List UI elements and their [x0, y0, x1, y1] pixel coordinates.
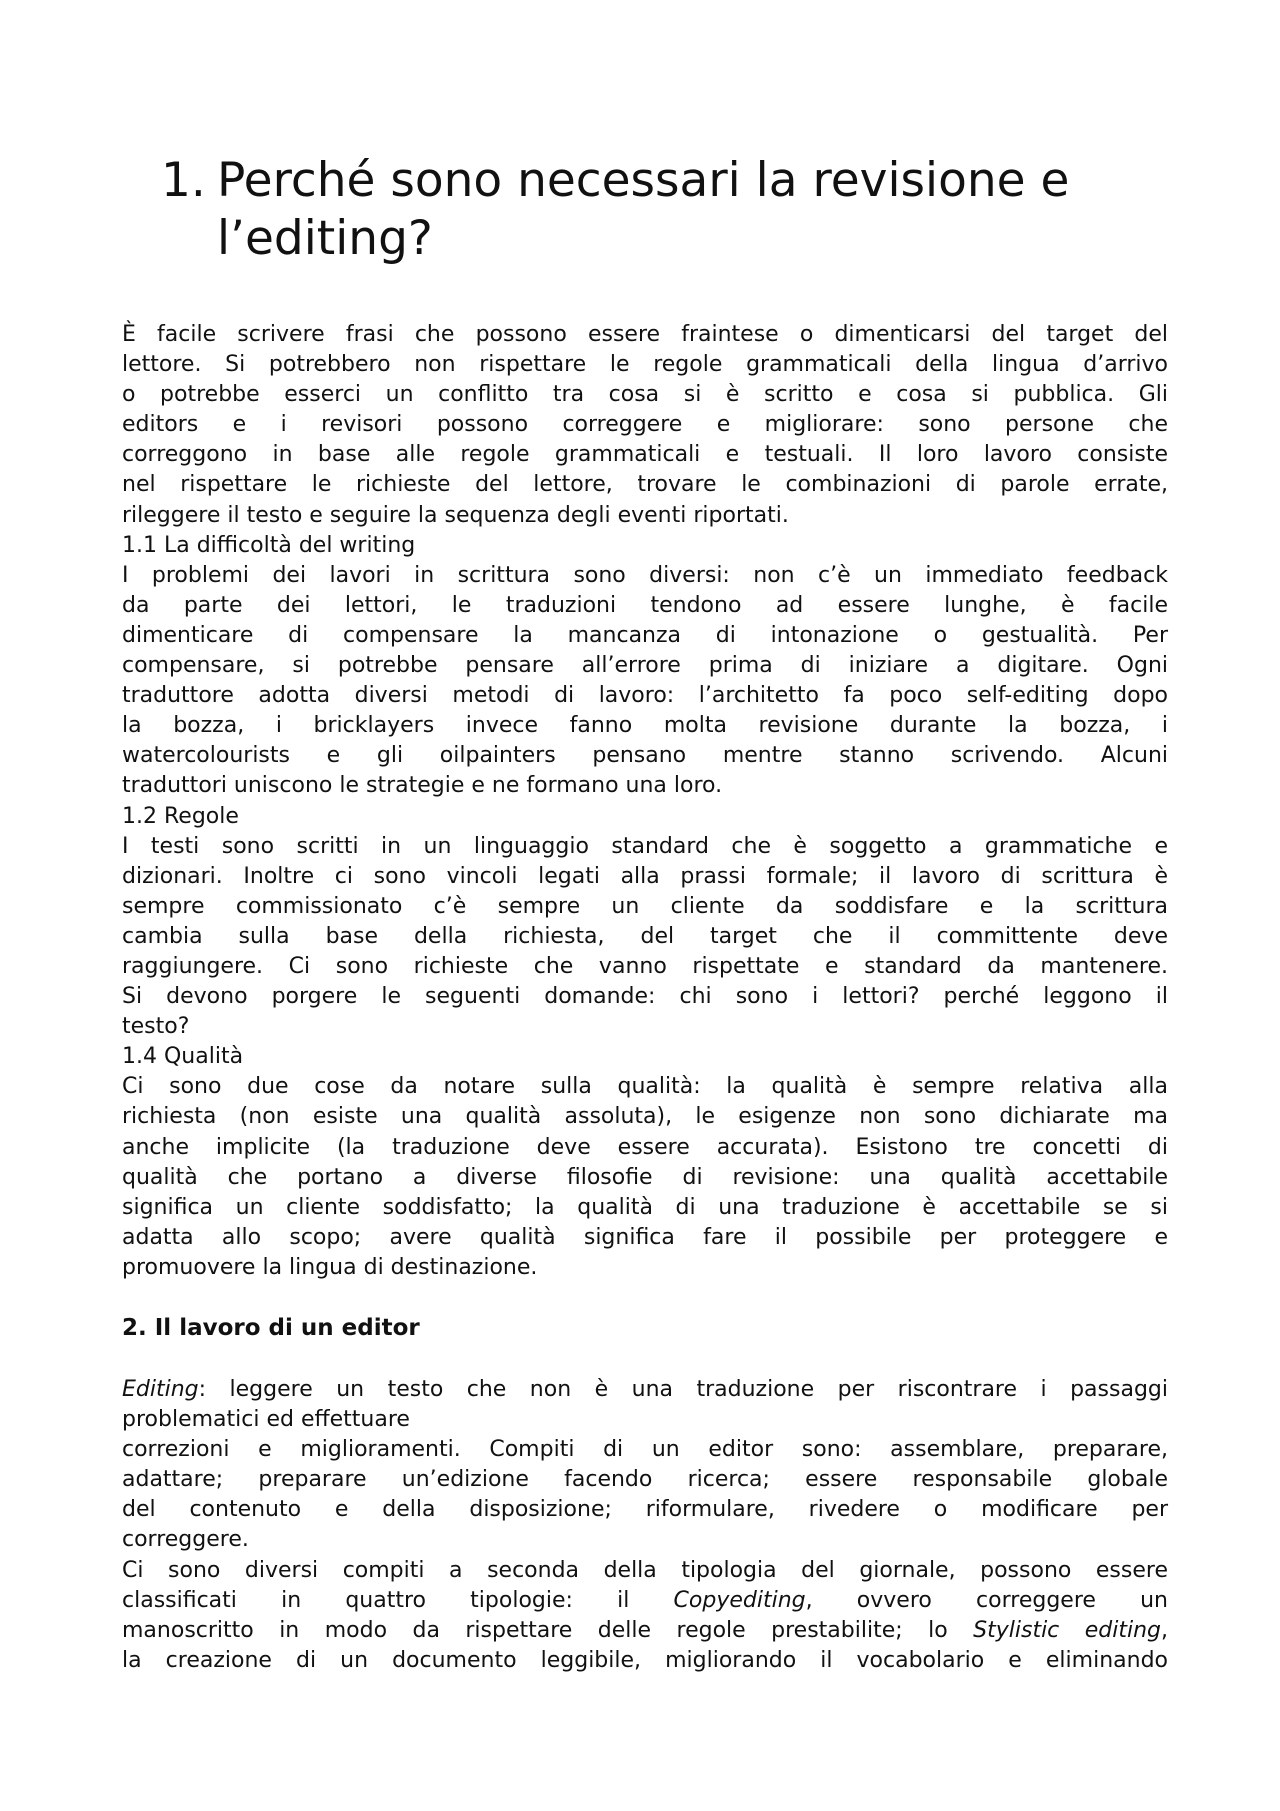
text-line: correggono in base alle regole grammaticali e testuali. Il loro lavoro consiste: [122, 442, 1168, 468]
text-line: lettore. Si potrebbero non rispettare le regole grammaticali della lingua d’arrivo: [122, 352, 1168, 378]
paragraph: [122, 320, 1168, 531]
text-line: anche implicite (la traduzione deve essere accurata). Esistono tre concetti di: [122, 1134, 1168, 1160]
text-line: traduttore adotta diversi metodi di lavoro: l’architetto fa poco self-editing dopo: [122, 683, 1168, 709]
section-2-body: [122, 1375, 1168, 1676]
paragraph: [122, 1556, 1168, 1676]
paragraph: [122, 832, 1168, 1043]
text-line: cambia sulla base della richiesta, del target che il committente deve: [122, 923, 1168, 949]
text-line: 1.4 Qualità: [122, 1044, 244, 1070]
italic-term: Copyediting: [673, 1587, 806, 1613]
subheading: [122, 1042, 1168, 1072]
text-line: problematici ed effettuare: [122, 1407, 410, 1433]
text-segment: manoscritto in modo da rispettare delle regole prestabilite; lo: [122, 1617, 974, 1643]
text-line: È facile scrivere frasi che possono essere fraintese o dimenticarsi del target del: [122, 322, 1168, 347]
text-line: I problemi dei lavori in scrittura sono diversi: non c’è un immediato feedback: [122, 562, 1168, 588]
text-line: promuovere la lingua di destinazione.: [122, 1254, 538, 1280]
text-segment: ,: [1161, 1617, 1168, 1643]
text-line: Si devono porgere le seguenti domande: chi sono i lettori? perché leggono il: [122, 984, 1168, 1010]
text-segment: classificati in quattro tipologie: il: [122, 1587, 674, 1613]
text-line: raggiungere. Ci sono richieste che vanno rispettate e standard da mantenere.: [122, 953, 1168, 979]
section-1-body: [122, 320, 1168, 1283]
text-line: o potrebbe esserci un conflitto tra cosa si è scritto e cosa si pubblica. Gli: [122, 382, 1168, 408]
paragraph: [122, 561, 1168, 802]
text-line: richiesta (non esiste una qualità assoluta), le esigenze non sono dichiarate ma: [122, 1104, 1168, 1130]
text-line: qualità che portano a diverse filosofie di revisione: una qualità accettabile: [122, 1164, 1168, 1190]
paragraph: [122, 1072, 1168, 1283]
text-line: correzioni e miglioramenti. Compiti di un editor sono: assemblare, preparare,: [122, 1437, 1168, 1463]
text-segment: , ovvero correggere un: [805, 1587, 1168, 1613]
text-line: editors e i revisori possono correggere e migliorare: sono persone che: [122, 412, 1168, 438]
text-segment: : leggere un testo che non è una traduzione per riscontrare i passaggi: [198, 1377, 1168, 1402]
text-line: [122, 1375, 1168, 1405]
subheading: [122, 802, 1168, 832]
text-line: [122, 1586, 1168, 1616]
text-line: testo?: [122, 1014, 190, 1040]
text-line: Ci sono diversi compiti a seconda della tipologia del giornale, possono essere: [122, 1557, 1168, 1583]
text-line: la bozza, i bricklayers invece fanno molta revisione durante la bozza, i: [122, 713, 1168, 739]
text-line: dizionari. Inoltre ci sono vincoli legati alla prassi formale; il lavoro di scrittura è: [122, 863, 1168, 889]
text-line: del contenuto e della disposizione; riformulare, rivedere o modificare per: [122, 1497, 1168, 1523]
section-2-heading: 2. Il lavoro di un editor: [122, 1315, 420, 1341]
text-line: adattare; preparare un’edizione facendo ricerca; essere responsabile globale: [122, 1467, 1168, 1493]
text-line: compensare, si potrebbe pensare all’errore prima di iniziare a digitare. Ogni: [122, 653, 1168, 679]
text-line: sempre commissionato c’è sempre un cliente da soddisfare e la scrittura: [122, 893, 1168, 919]
paragraph: [122, 1375, 1168, 1435]
text-line: 1.2 Regole: [122, 803, 239, 829]
text-line: la creazione di un documento leggibile, migliorando il vocabolario e eliminando: [122, 1647, 1168, 1673]
title-line-1: Perché sono necessari la revisione e: [217, 153, 1070, 208]
text-line: I testi sono scritti in un linguaggio standard che è soggetto a grammatiche e: [122, 833, 1168, 859]
page-title: [161, 152, 1217, 268]
italic-term: Editing: [122, 1377, 199, 1402]
paragraph: [122, 1435, 1168, 1555]
title-line-2: l’editing?: [217, 211, 433, 266]
text-line: correggere.: [122, 1527, 249, 1553]
text-line: 1.1 La difficoltà del writing: [122, 532, 416, 558]
text-line: rileggere il testo e seguire la sequenza degli eventi riportati.: [122, 502, 789, 528]
italic-term: Stylistic editing: [973, 1617, 1161, 1643]
title-number: 1.: [161, 153, 206, 208]
text-line: dimenticare di compensare la mancanza di intonazione o gestualità. Per: [122, 622, 1168, 648]
text-line: nel rispettare le richieste del lettore, trovare le combinazioni di parole errate,: [122, 472, 1168, 498]
text-line: Ci sono due cose da notare sulla qualità: la qualità è sempre relativa alla: [122, 1074, 1168, 1100]
text-line: da parte dei lettori, le traduzioni tendono ad essere lunghe, è facile: [122, 592, 1168, 618]
text-line: adatta allo scopo; avere qualità significa fare il possibile per proteggere e: [122, 1224, 1168, 1250]
text-line: traduttori uniscono le strategie e ne formano una loro.: [122, 773, 723, 799]
text-line: significa un cliente soddisfatto; la qualità di una traduzione è accettabile se si: [122, 1194, 1168, 1220]
text-line: watercolourists e gli oilpainters pensano mentre stanno scrivendo. Alcuni: [122, 743, 1168, 769]
subheading: [122, 531, 1168, 561]
text-line: [122, 1616, 1168, 1646]
